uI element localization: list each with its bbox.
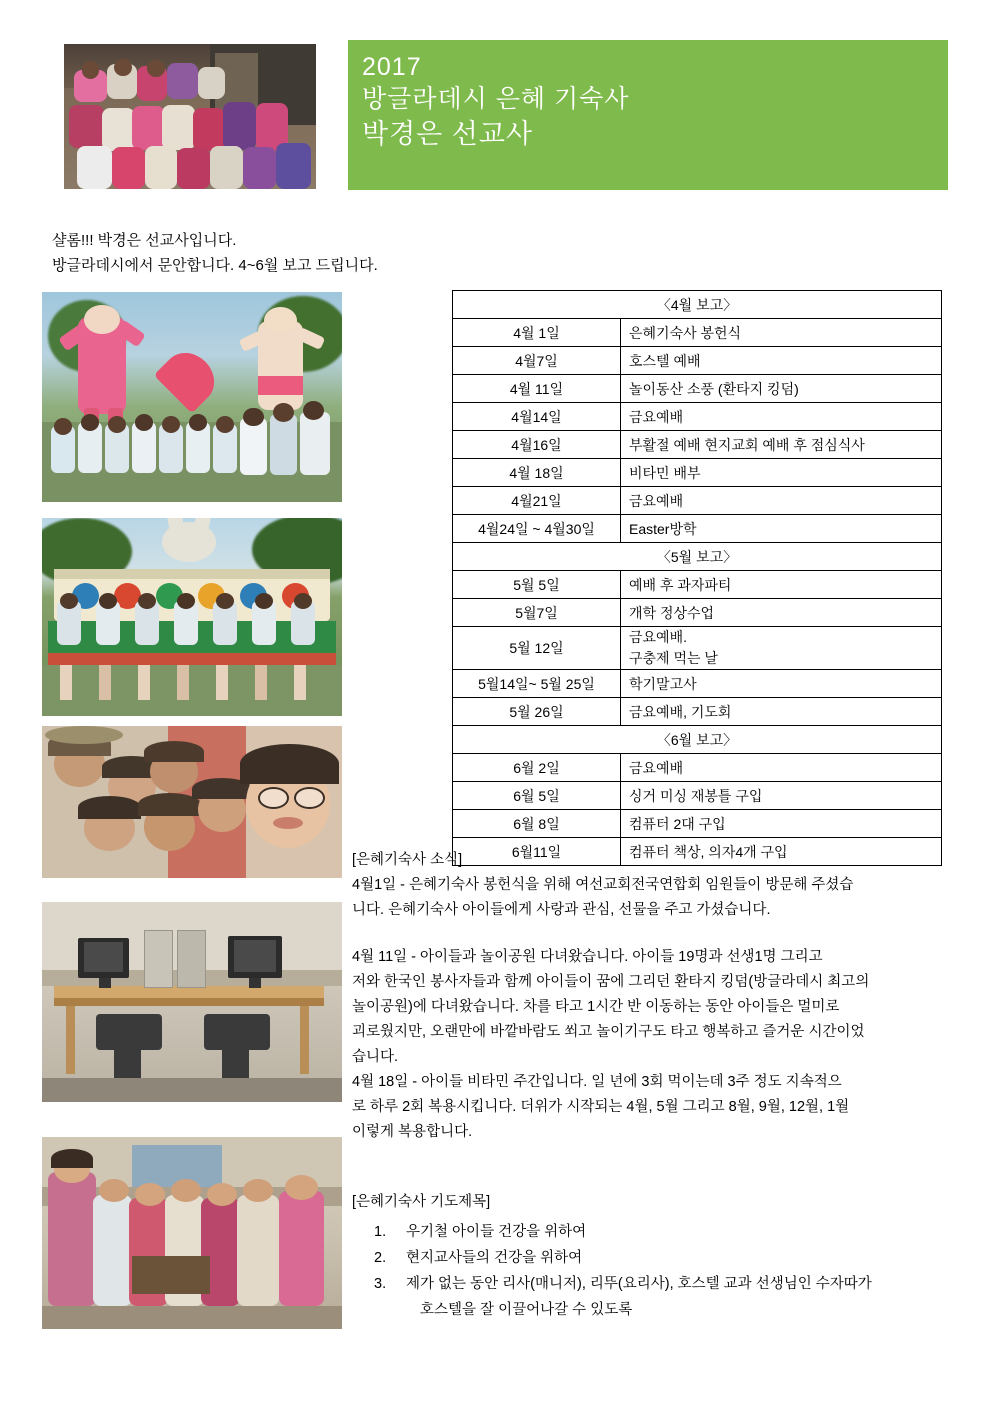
news-p1-line2: 니다. 은혜기숙사 아이들에게 사랑과 관심, 선물을 주고 가셨습니다. xyxy=(352,902,771,918)
row-date: 6월 8일 xyxy=(453,810,621,838)
row-desc: 금요예배 xyxy=(621,754,942,782)
row-desc: 부활절 예배 현지교회 예배 후 점심식사 xyxy=(621,431,942,459)
prayer-section xyxy=(352,1190,952,1323)
row-date: 5월 26일 xyxy=(453,698,621,726)
row-date: 4월14일 xyxy=(453,403,621,431)
row-date: 6월11일 xyxy=(453,838,621,866)
table-row xyxy=(453,627,942,670)
photo-classroom-children xyxy=(42,1137,342,1329)
list-item xyxy=(374,1271,952,1297)
list-item xyxy=(374,1245,952,1271)
row-desc: 컴퓨터 2대 구입 xyxy=(621,810,942,838)
row-desc-line-2: 구충제 먹는 날 xyxy=(629,650,718,666)
prayer-item-text: 우기철 아이들 건강을 위하여 xyxy=(406,1224,587,1240)
news-section xyxy=(352,848,952,1145)
photo-playground-statues xyxy=(42,292,342,502)
intro-greeting xyxy=(52,228,692,278)
header-year: 2017 xyxy=(362,53,422,81)
section-label-april: 〈4월 보고〉 xyxy=(453,291,942,319)
news-title: [은혜기숙사 소식] xyxy=(352,852,463,868)
row-date: 4월7일 xyxy=(453,347,621,375)
row-date: 5월 5일 xyxy=(453,571,621,599)
document-header xyxy=(0,0,992,215)
row-desc: 학기말고사 xyxy=(621,670,942,698)
news-p3-line3: 이렇게 복용합니다. xyxy=(352,1124,473,1140)
news-p3-line1: 4월 18일 - 아이들 비타민 주간입니다. 일 년에 3회 먹이는데 3주 정도 지속적으 xyxy=(352,1074,842,1090)
news-p2-line5: 습니다. xyxy=(352,1049,399,1065)
table-row xyxy=(453,571,942,599)
row-date: 5월7일 xyxy=(453,599,621,627)
table-row xyxy=(453,754,942,782)
list-item xyxy=(374,1297,952,1323)
row-date: 4월16일 xyxy=(453,431,621,459)
report-table-body xyxy=(453,291,942,866)
prayer-item-text: 제가 없는 동안 리사(매니저), 리뚜(요리사), 호스텔 교과 선생님인 수자따가 xyxy=(406,1276,872,1292)
monthly-report-table xyxy=(452,290,942,866)
row-desc: 예배 후 과자파티 xyxy=(621,571,942,599)
row-desc: 호스텔 예배 xyxy=(621,347,942,375)
row-date: 4월 11일 xyxy=(453,375,621,403)
row-desc-line-1: 금요예배. xyxy=(629,629,687,645)
row-desc: 비타민 배부 xyxy=(621,459,942,487)
row-date: 4월 1일 xyxy=(453,319,621,347)
row-desc: 싱거 미싱 재봉틀 구입 xyxy=(621,782,942,810)
table-row xyxy=(453,515,942,543)
row-date: 4월24일 ~ 4월30일 xyxy=(453,515,621,543)
news-p1-line1: 4월1일 - 은혜기숙사 봉헌식을 위해 여선교회전국연합회 임원들이 방문해 주셨습 xyxy=(352,877,854,893)
row-desc: 금요예배, 기도회 xyxy=(621,698,942,726)
table-row xyxy=(453,431,942,459)
intro-line-1: 샬롬!!! 박경은 선교사입니다. xyxy=(52,232,237,249)
table-row xyxy=(453,319,942,347)
row-desc: 놀이동산 소풍 (환타지 킹덤) xyxy=(621,375,942,403)
news-p2-line2: 저와 한국인 봉사자들과 함께 아이들이 꿈에 그리던 환타지 킹덤(방글라데시 최고의 xyxy=(352,974,870,990)
photo-amusement-ride xyxy=(42,518,342,716)
intro-line-2: 방글라데시에서 문안합니다. 4~6월 보고 드립니다. xyxy=(52,257,378,274)
row-desc: 컴퓨터 책상, 의자4개 구입 xyxy=(621,838,942,866)
prayer-item-number: 1. xyxy=(374,1224,387,1240)
news-p2-line4: 괴로웠지만, 오랜만에 바깥바람도 쐬고 놀이기구도 타고 행복하고 즐거운 시간이었 xyxy=(352,1024,865,1040)
section-label-june: 〈6월 보고〉 xyxy=(453,726,942,754)
table-row xyxy=(453,487,942,515)
table-row xyxy=(453,347,942,375)
table-row xyxy=(453,375,942,403)
table-row-section xyxy=(453,291,942,319)
prayer-item-number: 2. xyxy=(374,1250,387,1266)
row-desc: 은혜기숙사 봉헌식 xyxy=(621,319,942,347)
prayer-item-text: 현지교사들의 건강을 위하여 xyxy=(406,1250,583,1266)
row-desc: 금요예배 xyxy=(621,487,942,515)
row-date: 5월 12일 xyxy=(453,627,621,670)
table-row xyxy=(453,698,942,726)
table-row-section xyxy=(453,726,942,754)
photo-computer-desk xyxy=(42,902,342,1102)
photo-selfie-group xyxy=(42,726,342,878)
table-row xyxy=(453,403,942,431)
row-date: 6월 2일 xyxy=(453,754,621,782)
table-row xyxy=(453,599,942,627)
prayer-item-number: 3. xyxy=(374,1276,387,1292)
row-desc: 개학 정상수업 xyxy=(621,599,942,627)
table-row xyxy=(453,810,942,838)
header-person: 박경은 선교사 xyxy=(362,119,533,149)
prayer-list xyxy=(352,1219,952,1323)
news-p3-line2: 로 하루 2회 복용시킵니다. 더위가 시작되는 4월, 5월 그리고 8월, 9월, 12월, 1월 xyxy=(352,1099,850,1115)
table-row xyxy=(453,459,942,487)
row-desc: Easter방학 xyxy=(621,515,942,543)
news-p2-line3: 놀이공원)에 다녀왔습니다. 차를 타고 1시간 반 이동하는 동안 아이들은 멀미로 xyxy=(352,999,840,1015)
row-desc: 금요예배 xyxy=(621,403,942,431)
table-row xyxy=(453,782,942,810)
list-item xyxy=(374,1219,952,1245)
row-date: 6월 5일 xyxy=(453,782,621,810)
row-date: 5월14일~ 5월 25일 xyxy=(453,670,621,698)
header-org: 방글라데시 은혜 기숙사 xyxy=(362,85,630,113)
row-date: 4월21일 xyxy=(453,487,621,515)
header-title-banner xyxy=(348,40,948,190)
news-p2-line1: 4월 11일 - 아이들과 놀이공원 다녀왔습니다. 아이들 19명과 선생1명 그리고 xyxy=(352,949,823,965)
table-row xyxy=(453,670,942,698)
table-row-section xyxy=(453,543,942,571)
prayer-item-text-cont: 호스텔을 잘 이끌어나갈 수 있도록 xyxy=(420,1302,633,1318)
section-label-may: 〈5월 보고〉 xyxy=(453,543,942,571)
header-photo-group xyxy=(64,44,316,189)
row-desc xyxy=(621,627,942,670)
row-date: 4월 18일 xyxy=(453,459,621,487)
prayer-title: [은혜기숙사 기도제목] xyxy=(352,1194,491,1210)
